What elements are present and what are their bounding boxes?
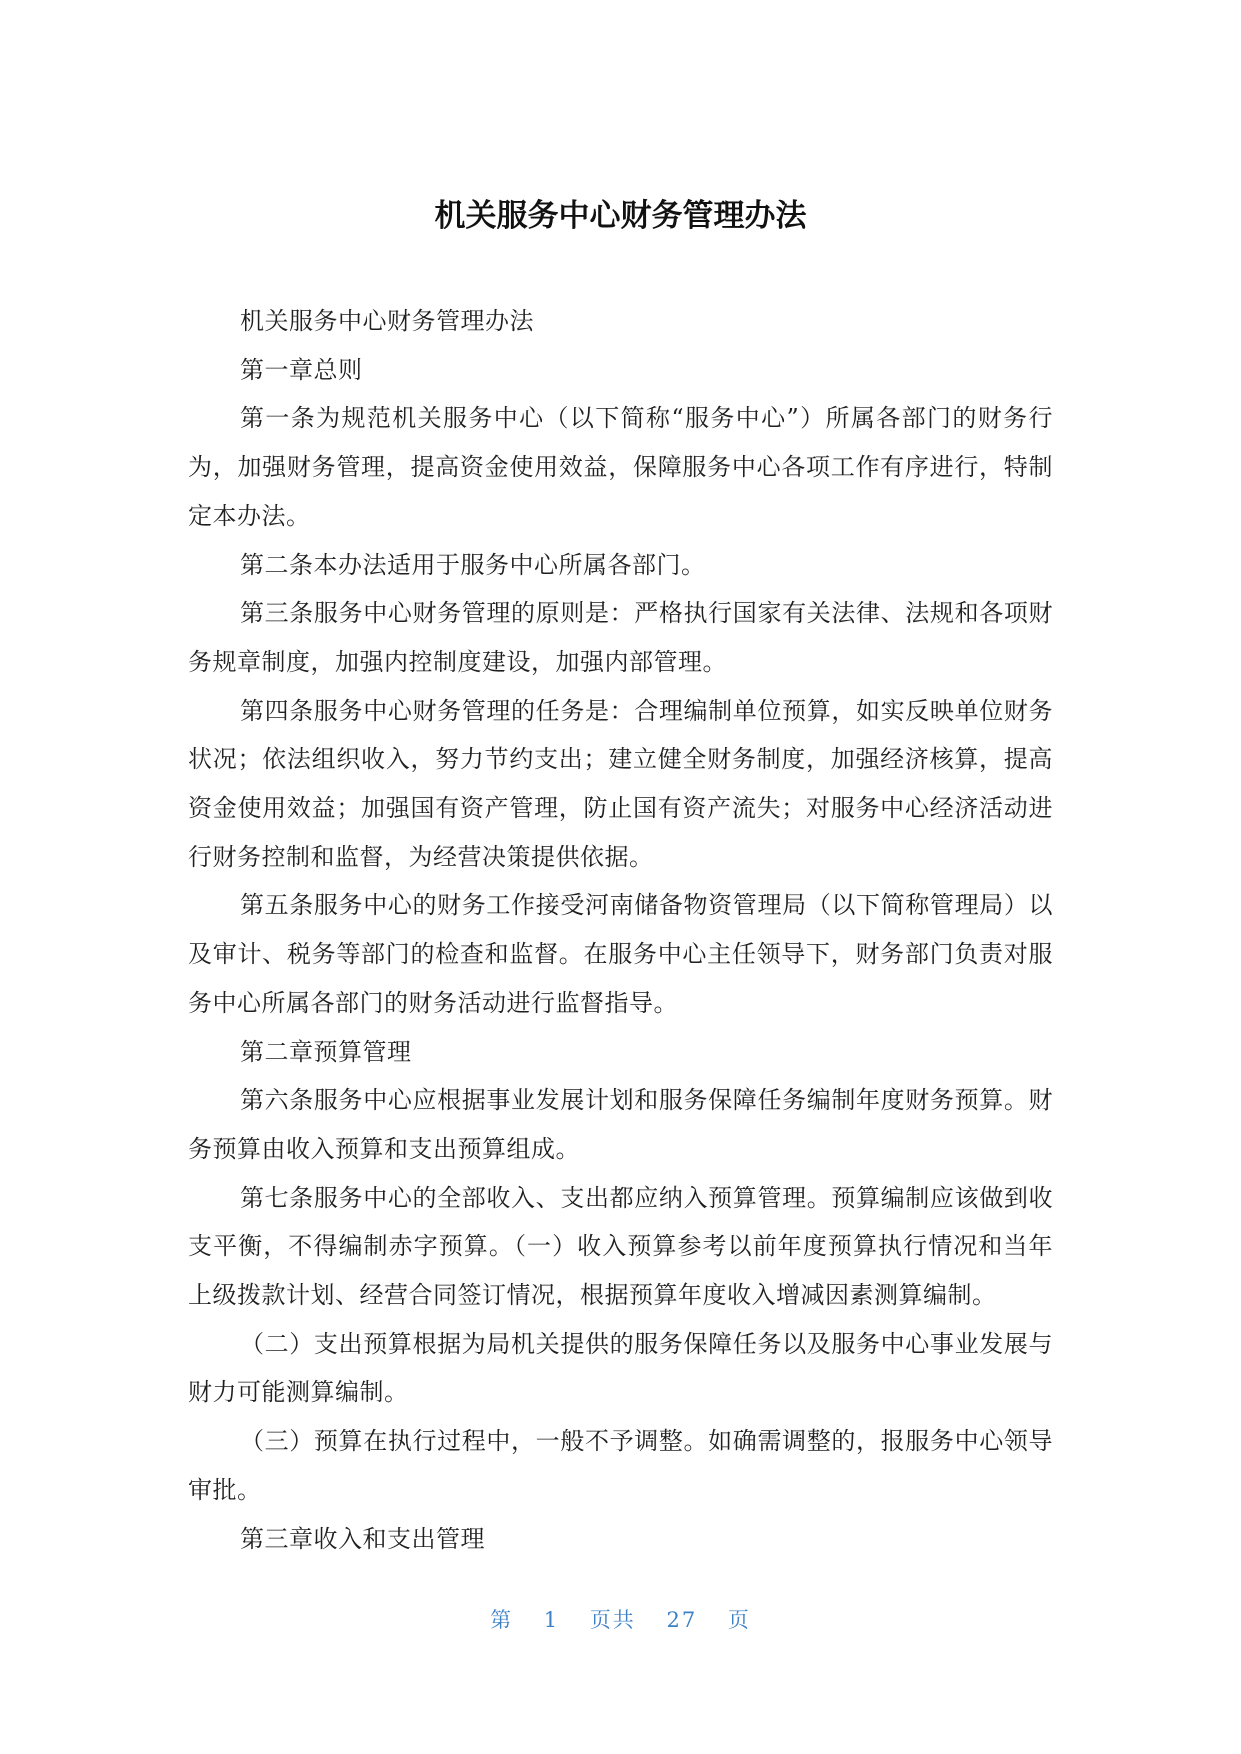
paragraph: （三）预算在执行过程中，一般不予调整。如确需调整的，报服务中心领导审批。 (188, 1427, 1053, 1504)
page-footer (0, 1604, 1241, 1634)
paragraph: 机关服务中心财务管理办法 (240, 307, 534, 335)
paragraph: 第一条为规范机关服务中心（以下简称“服务中心”）所属各部门的财务行为，加强财务管理，提高资金使用效益，保障服务中心各项工作有序进行，特制定本办法。 (188, 404, 1053, 530)
paragraph: 第五条服务中心的财务工作接受河南储备物资管理局（以下简称管理局）以及审计、税务等部门的检查和监督。在服务中心主任领导下，财务部门负责对服务中心所属各部门的财务活动进行监督指导。 (188, 891, 1053, 1017)
paragraph: （二）支出预算根据为局机关提供的服务保障任务以及服务中心事业发展与财力可能测算编制。 (188, 1329, 1053, 1407)
page-title: 机关服务中心财务管理办法 (434, 198, 807, 234)
chapter-heading: 第一章总则 (240, 355, 363, 384)
total-pages-number: 27 (666, 1608, 698, 1632)
paragraph: 第二条本办法适用于服务中心所属各部门。 (240, 550, 706, 579)
paragraph: 第七条服务中心的全部收入、支出都应纳入预算管理。预算编制应该做到收支平衡，不得编制赤字预算。（一）收入预算参考以前年度预算执行情况和当年上级拨款计划、经营合同签订情况，根据预算年度收入增减因素测算编制。 (188, 1183, 1053, 1310)
page-label-middle: 页共 (589, 1608, 636, 1632)
paragraph: 第六条服务中心应根据事业发展计划和服务保障任务编制年度财务预算。财务预算由收入预算和支出预算组成。 (188, 1086, 1053, 1163)
paragraph: 第四条服务中心财务管理的任务是：合理编制单位预算，如实反映单位财务状况；依法组织收入，努力节约支出；建立健全财务制度，加强经济核算，提高资金使用效益；加强国有资产管理，防止国有资产流失；对服务中心经济活动进行财务控制和监督，为经营决策提供依据。 (188, 696, 1053, 871)
paragraph: 第三条服务中心财务管理的原则是：严格执行国家有关法律、法规和各项财务规章制度，加强内控制度建设，加强内部管理。 (188, 599, 1053, 676)
document-body (188, 297, 1053, 1563)
current-page-number: 1 (543, 1608, 560, 1632)
page-label-suffix: 页 (727, 1608, 751, 1632)
chapter-heading: 第三章收入和支出管理 (240, 1524, 485, 1553)
page-label-prefix: 第 (490, 1608, 514, 1632)
chapter-heading: 第二章预算管理 (240, 1037, 412, 1066)
